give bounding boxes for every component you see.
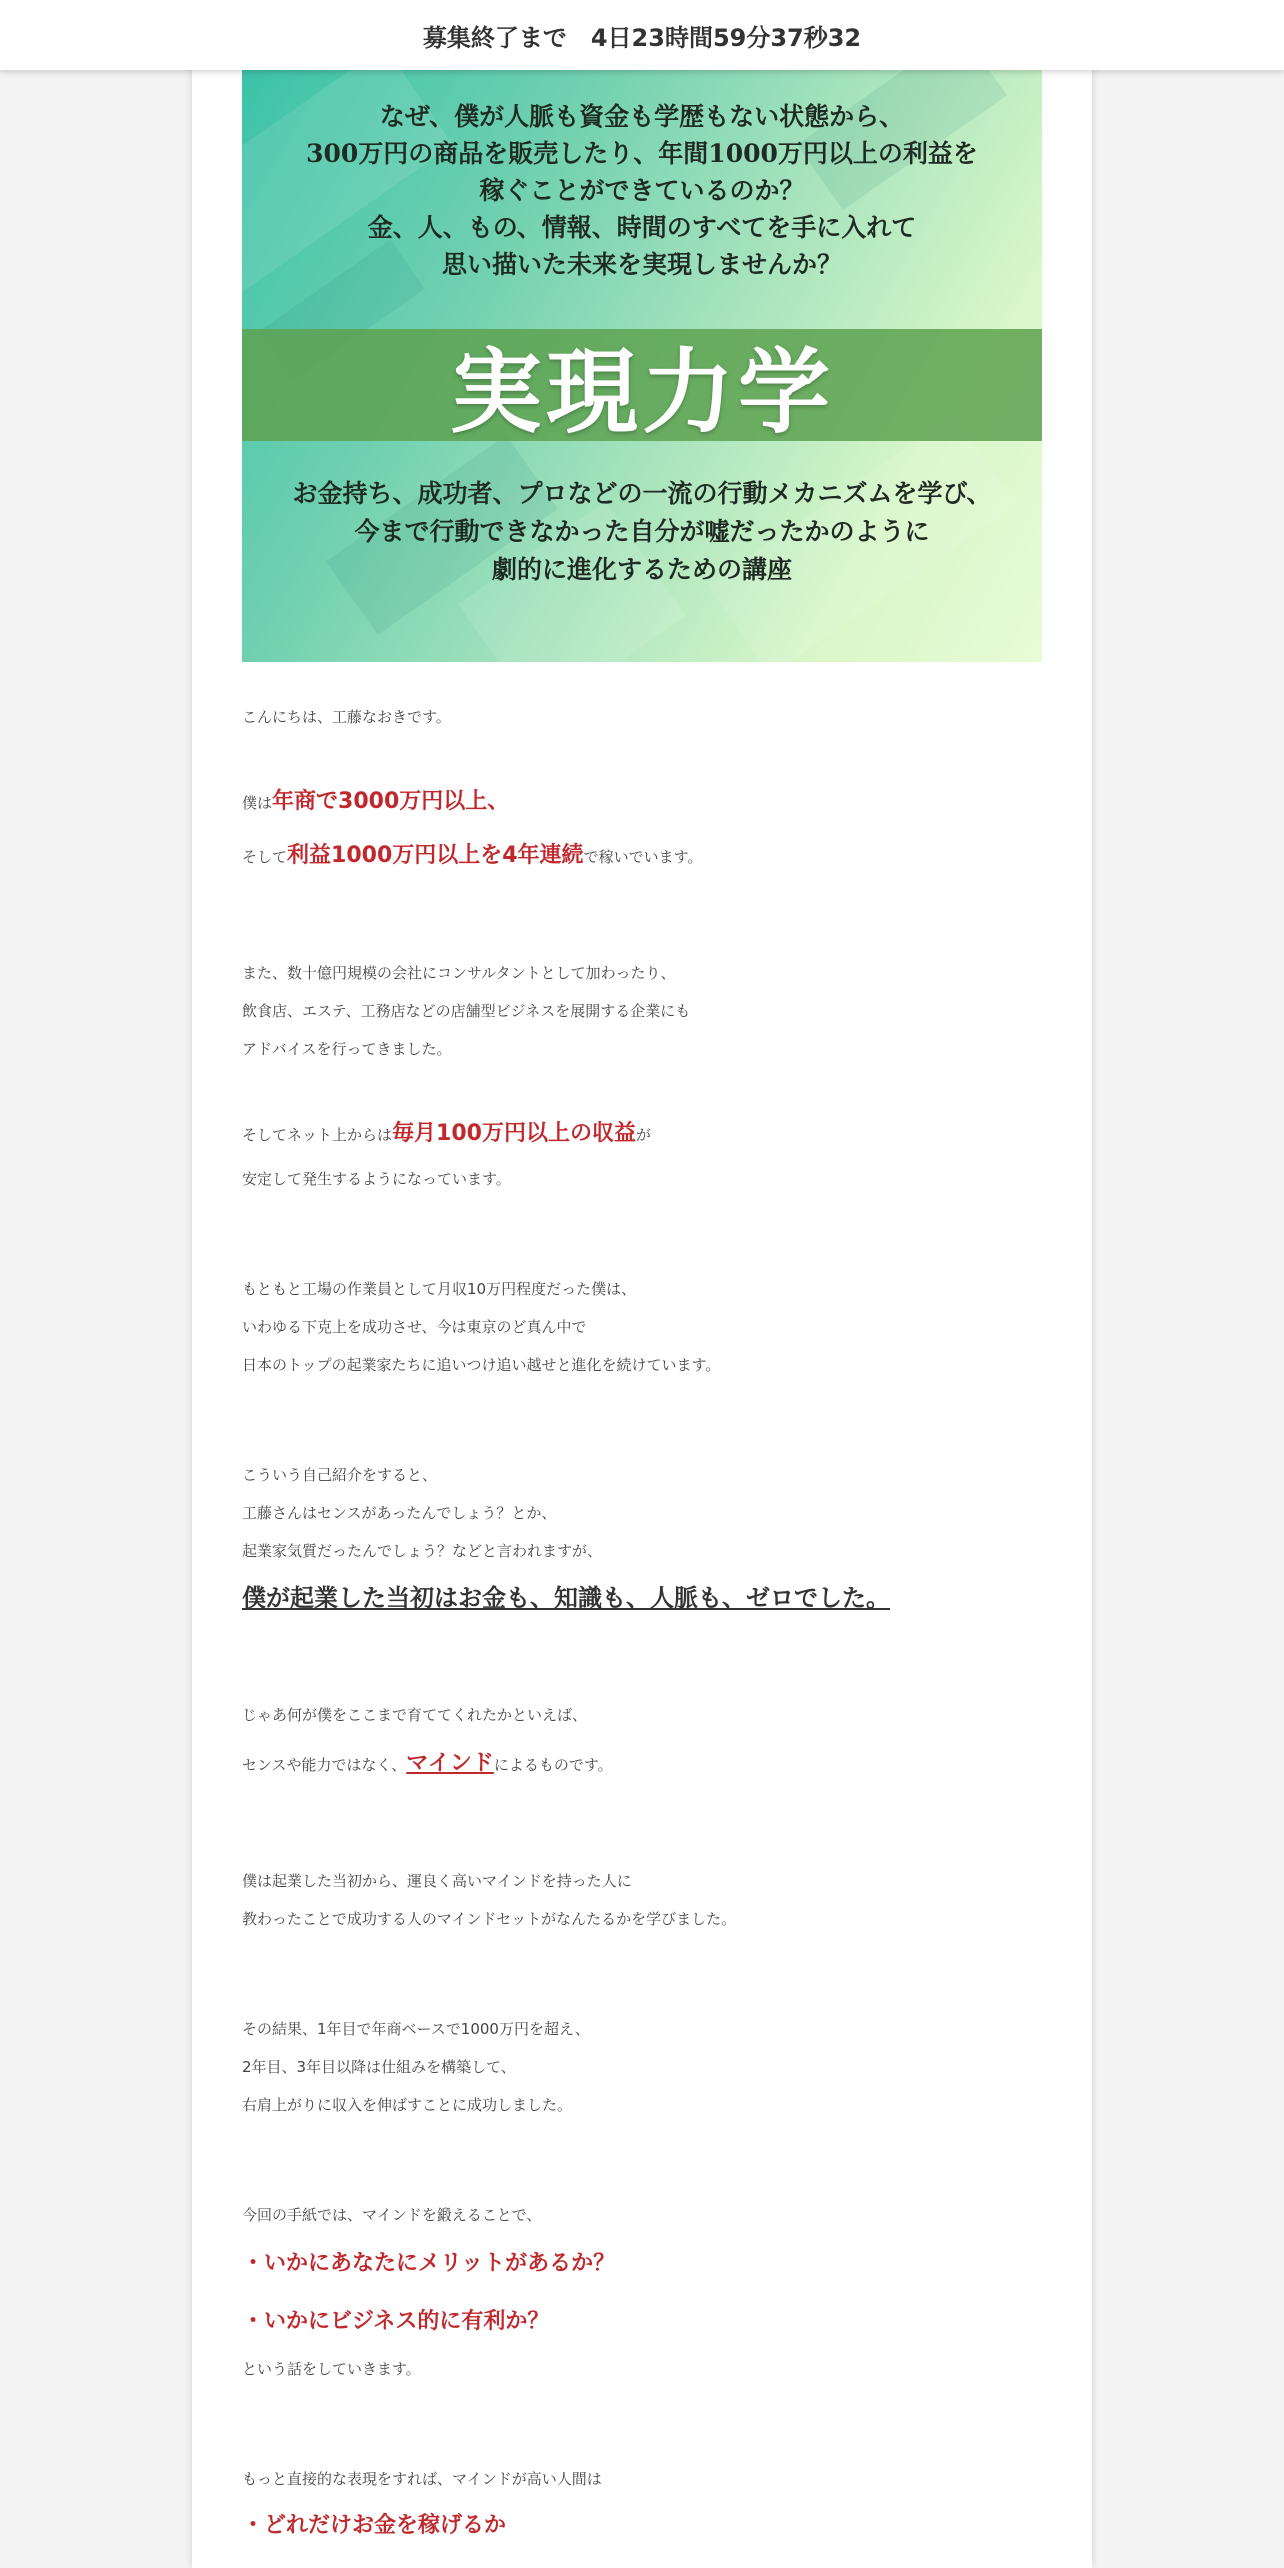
paragraph-line: 今回の手紙では、マインドを鍛えることで、 — [242, 2206, 542, 2224]
net-highlight: 毎月100万円以上の収益 — [392, 1121, 636, 1146]
benefit-point: ・いかにあなたにメリットがあるか？ — [242, 2251, 616, 2276]
net-prefix: そしてネット上からは — [242, 1126, 393, 1144]
hero-title: 実現力学 — [449, 338, 834, 446]
paragraph-line: 工藤さんはセンスがあったんでしょう？とか、 — [242, 1504, 557, 1522]
mindset-suffix: によるものです。 — [493, 1756, 613, 1774]
net-revenue-line — [242, 1116, 651, 1147]
key-statement: 僕が起業した当初はお金も、知識も、人脈も、ゼロでした。 — [242, 1584, 890, 1612]
hero-outro-line: 今まで行動できなかった自分が嘘だったかのように — [354, 517, 930, 546]
benefit-point: ・どれだけお金を稼げるか — [242, 2513, 507, 2538]
paragraph-line: 安定して発生するようになっています。 — [242, 1170, 511, 1188]
paragraph-line: 教わったことで成功する人のマインドセットがなんたるかを学びました。 — [242, 1910, 737, 1928]
main-column — [192, 0, 1092, 2568]
mindset-prefix: センスや能力ではなく、 — [242, 1756, 407, 1774]
paragraph-line: 起業家気質だったんでしょう？などと言われますが、 — [242, 1542, 603, 1560]
paragraph-line: 飲食店、エステ、工務店などの店舗型ビジネスを展開する企業にも — [242, 1002, 691, 1020]
profit-highlight: 利益1000万円以上を4年連続 — [287, 843, 584, 868]
hero-intro-line: 思い描いた未来を実現しませんか？ — [441, 250, 842, 279]
hero-intro-line: 稼ぐことができているのか？ — [479, 176, 805, 205]
income-prefix: 僕は — [242, 794, 273, 812]
paragraph-line: 僕は起業した当初から、運良く高いマインドを持った人に — [242, 1872, 632, 1890]
income-line — [242, 784, 509, 815]
hero-outro-line: お金持ち、成功者、プロなどの一流の行動メカニズムを学び、 — [292, 479, 992, 508]
paragraph-line: また、数十億円規模の会社にコンサルタントとして加わったり、 — [242, 964, 676, 982]
hero-intro — [242, 98, 1042, 283]
mindset-line — [242, 1746, 613, 1777]
hero-intro-line: 金、人、もの、情報、時間のすべてを手に入れて — [367, 213, 917, 242]
paragraph-line: という話をしていきます。 — [242, 2360, 421, 2378]
paragraph-line: いわゆる下克上を成功させ、今は東京のど真ん中で — [242, 1318, 587, 1336]
profit-prefix: そして — [242, 848, 288, 866]
profit-suffix: で稼いでいます。 — [583, 848, 703, 866]
paragraph-line: もっと直接的な表現をすれば、マインドが高い人間は — [242, 2470, 602, 2488]
net-suffix: が — [635, 1126, 651, 1144]
hero-outro-line: 劇的に進化するための講座 — [491, 555, 792, 584]
greeting: こんにちは、工藤なおきです。 — [242, 708, 451, 726]
income-highlight: 年商で3000万円以上、 — [272, 789, 510, 814]
hero-title-band — [242, 329, 1042, 446]
mindset-highlight: マインド — [406, 1751, 494, 1776]
hero-outro — [242, 475, 1042, 589]
paragraph-line: じゃあ何が僕をここまで育ててくれたかといえば、 — [242, 1706, 588, 1724]
paragraph-line: 日本のトップの起業家たちに追いつけ追い越せと進化を続けています。 — [242, 1356, 721, 1374]
profit-line — [242, 838, 702, 869]
countdown-text: 募集終了まで 4日23時間59分37秒32 — [422, 23, 862, 52]
hero-intro-line: 300万円の商品を販売したり、年間1000万円以上の利益を — [306, 139, 978, 168]
paragraph-line: アドバイスを行ってきました。 — [242, 1040, 452, 1058]
paragraph-line: 右肩上がりに収入を伸ばすことに成功しました。 — [242, 2096, 573, 2114]
hero-banner — [242, 70, 1042, 662]
benefit-point: ・いかにビジネス的に有利か？ — [242, 2309, 550, 2334]
hero-intro-line: なぜ、僕が人脈も資金も学歴もない状態から、 — [379, 102, 905, 131]
paragraph-line: その結果、1年目で年商ベースで1000万円を超え、 — [242, 2020, 590, 2038]
paragraph-line: 2年目、3年目以降は仕組みを構築して、 — [242, 2058, 516, 2076]
paragraph-line: もともと工場の作業員として月収10万円程度だった僕は、 — [242, 1280, 637, 1298]
paragraph-line: こういう自己紹介をすると、 — [242, 1466, 438, 1484]
countdown-bar — [0, 0, 1284, 70]
